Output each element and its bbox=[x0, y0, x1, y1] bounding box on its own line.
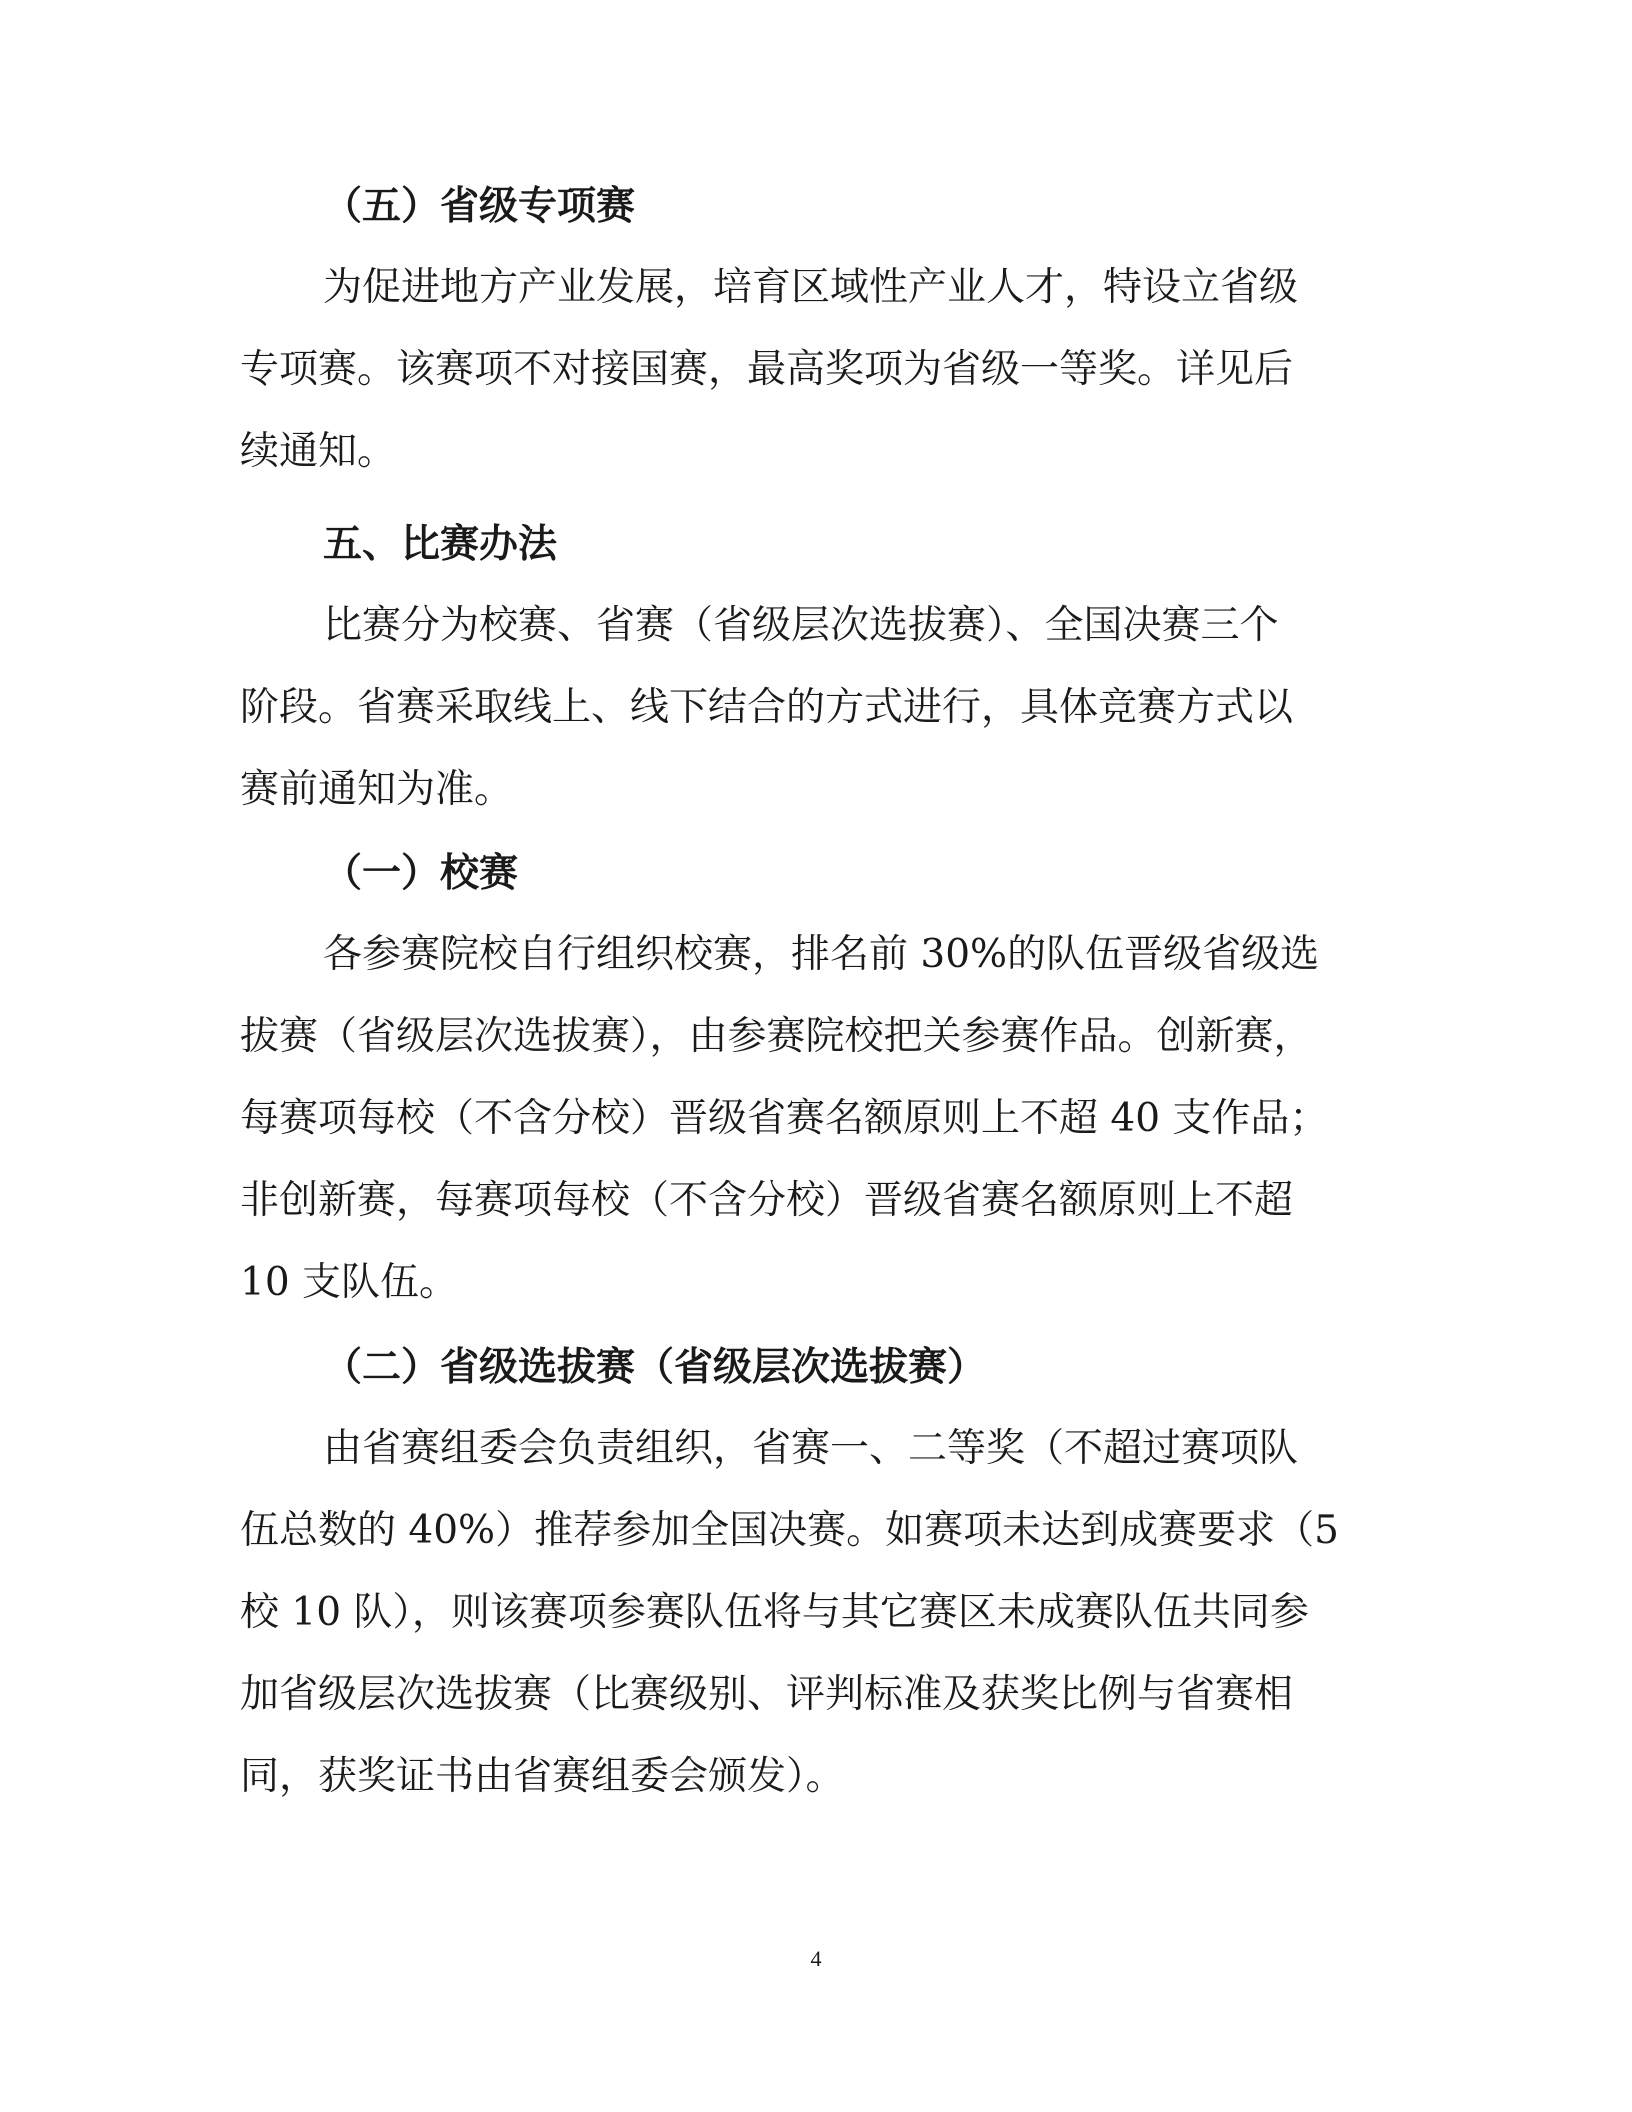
section-heading-provincial-special: （五）省级专项赛 bbox=[323, 183, 636, 229]
paragraph-line: 赛前通知为准。 bbox=[240, 767, 514, 812]
paragraph-line: 伍总数的 40%）推荐参加全国决赛。如赛项未达到成赛要求（5 bbox=[240, 1508, 1339, 1553]
paragraph-line: 为促进地方产业发展，培育区域性产业人才，特设立省级 bbox=[323, 265, 1299, 310]
paragraph-line: 每赛项每校（不含分校）晋级省赛名额原则上不超 40 支作品； bbox=[240, 1096, 1329, 1141]
page-number: 4 bbox=[810, 1946, 822, 1971]
paragraph-line: 专项赛。该赛项不对接国赛，最高奖项为省级一等奖。详见后 bbox=[240, 347, 1294, 392]
section-heading-competition-method: 五、比赛办法 bbox=[323, 521, 558, 567]
paragraph-line: 由省赛组委会负责组织，省赛一、二等奖（不超过赛项队 bbox=[323, 1426, 1299, 1471]
paragraph-line: 同，获奖证书由省赛组委会颁发）。 bbox=[240, 1754, 845, 1799]
section-heading-school-round: （一）校赛 bbox=[323, 850, 519, 896]
paragraph-line: 10 支队伍。 bbox=[240, 1260, 459, 1305]
paragraph-line: 校 10 队），则该赛项参赛队伍将与其它赛区未成赛队伍共同参 bbox=[240, 1590, 1309, 1635]
paragraph-line: 阶段。省赛采取线上、线下结合的方式进行，具体竞赛方式以 bbox=[240, 685, 1294, 730]
paragraph-line: 加省级层次选拔赛（比赛级别、评判标准及获奖比例与省赛相 bbox=[240, 1672, 1294, 1717]
paragraph-line: 非创新赛，每赛项每校（不含分校）晋级省赛名额原则上不超 bbox=[240, 1178, 1294, 1223]
section-heading-provincial-selection: （二）省级选拔赛（省级层次选拔赛） bbox=[323, 1344, 987, 1390]
paragraph-line: 各参赛院校自行组织校赛，排名前 30%的队伍晋级省级选 bbox=[323, 932, 1320, 977]
paragraph-line: 续通知。 bbox=[240, 429, 397, 474]
paragraph-line: 比赛分为校赛、省赛（省级层次选拔赛）、全国决赛三个 bbox=[323, 603, 1279, 648]
paragraph-line: 拔赛（省级层次选拔赛），由参赛院校把关参赛作品。创新赛， bbox=[240, 1014, 1313, 1059]
